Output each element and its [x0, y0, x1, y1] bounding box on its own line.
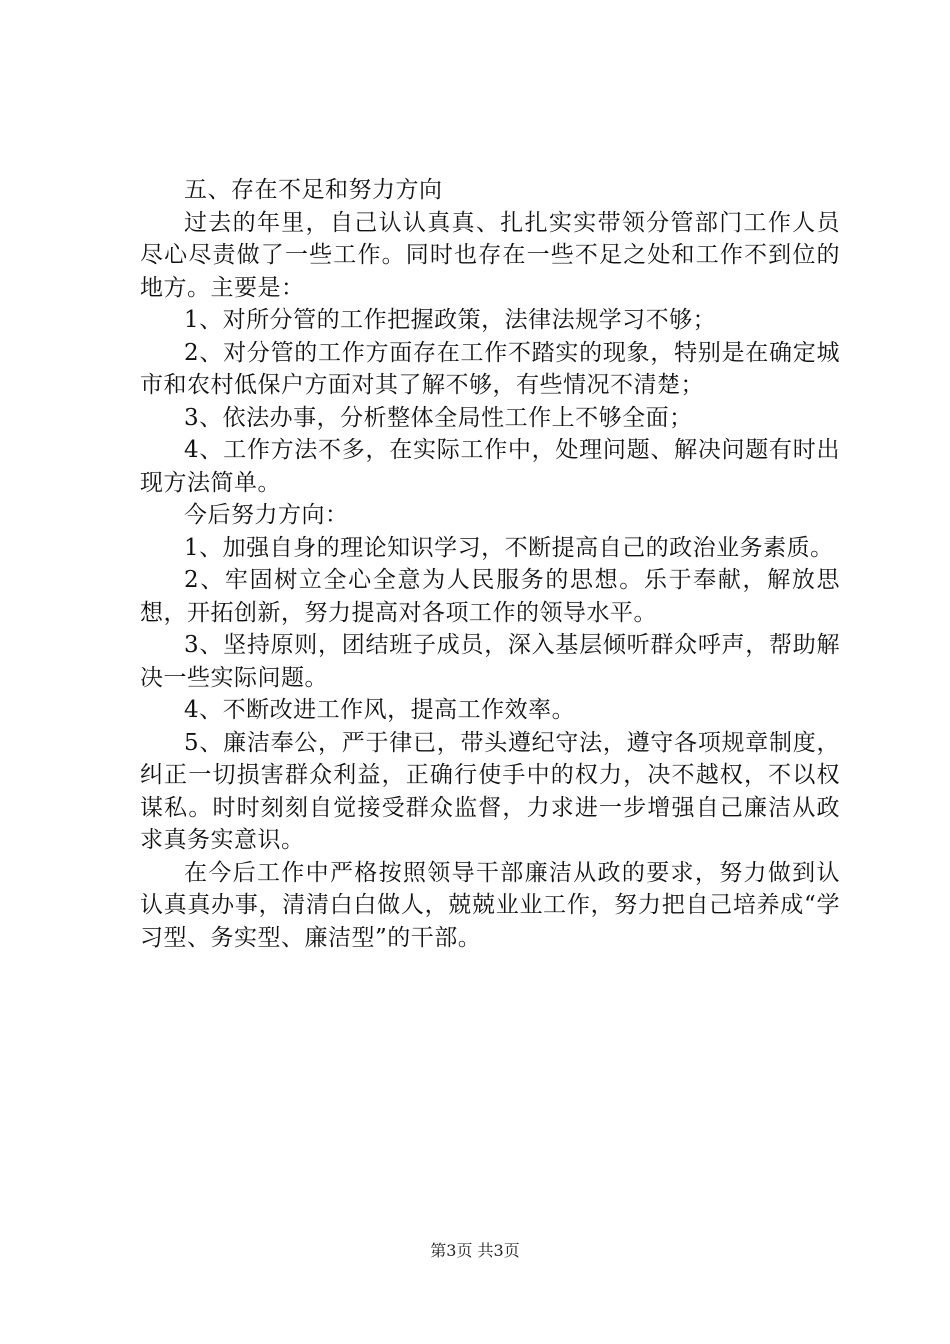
page-number-footer: 第3页 共3页	[430, 1241, 520, 1260]
list-item: 3、坚持原则，团结班子成员，深入基层倾听群众呼声，帮助解决一些实际问题。	[140, 632, 840, 691]
paragraph: 过去的年里，自己认认真真、扎扎实实带领分管部门工作人员尽心尽责做了一些工作。同时也存在一些不足之处和工作不到位的地方。主要是：	[140, 209, 840, 301]
list-item: 1、对所分管的工作把握政策，法律法规学习不够；	[184, 307, 717, 333]
document-body	[140, 174, 840, 954]
list-item: 2、牢固树立全心全意为人民服务的思想。乐于奉献，解放思想，开拓创新，努力提高对各项工作的领导水平。	[140, 567, 840, 626]
closing-paragraph: 在今后工作中严格按照领导干部廉洁从政的要求，努力做到认认真真办事，清清白白做人，兢兢业业工作，努力把自己培养成“学习型、务实型、廉洁型”的干部。	[140, 859, 840, 951]
list-item: 4、不断改进工作风，提高工作效率。	[184, 697, 576, 723]
section-heading: 五、存在不足和努力方向	[184, 177, 443, 203]
list-item: 1、加强自身的理论知识学习，不断提高自己的政治业务素质。	[184, 534, 834, 561]
subheading: 今后努力方向：	[184, 502, 349, 528]
list-item: 2、对分管的工作方面存在工作不踏实的现象，特别是在确定城市和农村低保户方面对其了解不够，有些情况不清楚；	[140, 339, 840, 398]
list-item: 4、工作方法不多，在实际工作中，处理问题、解决问题有时出现方法简单。	[140, 437, 840, 496]
list-item: 5、廉洁奉公，严于律已，带头遵纪守法，遵守各项规章制度，纠正一切损害群众利益，正确行使手中的权力，决不越权，不以权谋私。时时刻刻自觉接受群众监督，力求进一步增强自己廉洁从政求真务实意识。	[140, 729, 840, 853]
list-item: 3、依法办事，分析整体全局性工作上不够全面；	[184, 404, 693, 431]
